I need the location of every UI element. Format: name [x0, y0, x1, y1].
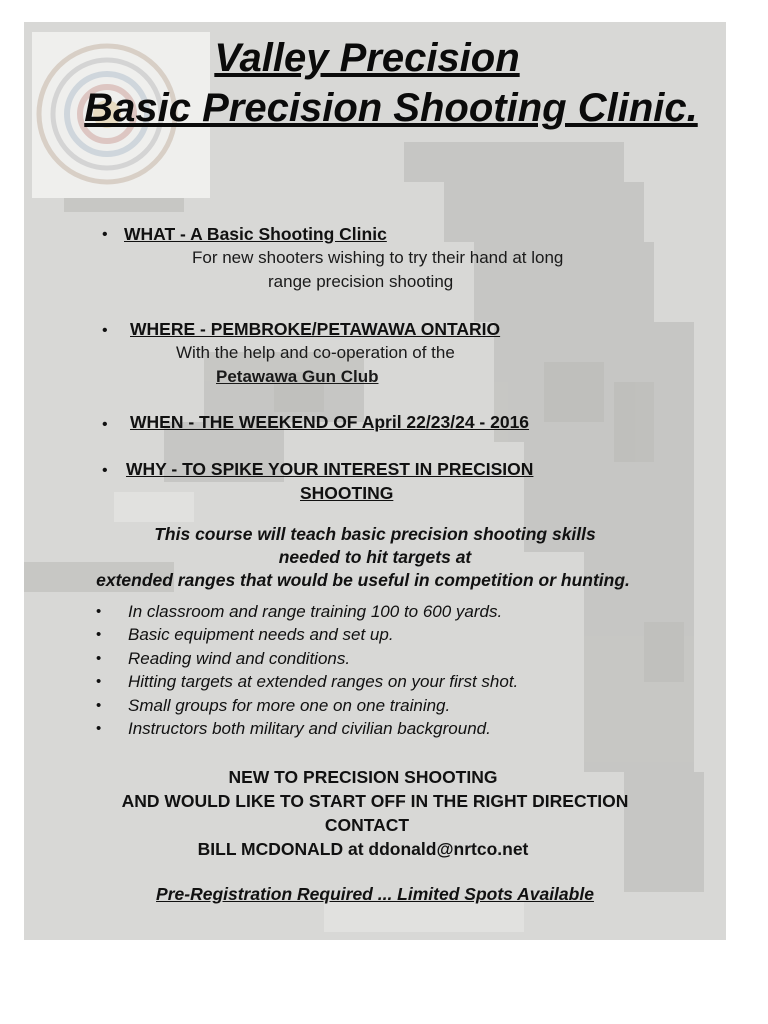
what-heading: WHAT - A Basic Shooting Clinic [124, 224, 387, 244]
pre-registration-note: Pre-Registration Required ... Limited Spots Available [156, 884, 594, 904]
where-desc-line-1: With the help and co-operation of the [176, 343, 455, 362]
why-heading-line-1: WHY - TO SPIKE YOUR INTEREST IN PRECISION [126, 459, 534, 479]
title-line-1: Valley Precision [214, 36, 520, 80]
bullet-icon: • [96, 649, 102, 667]
contact-line-2: AND WOULD LIKE TO START OFF IN THE RIGHT DIRECTION [121, 791, 629, 811]
why-heading-line-2: SHOOTING [300, 483, 394, 503]
contact-line-4: BILL MCDONALD at ddonald@nrtco.net [197, 839, 529, 859]
what-desc-line-1: For new shooters wishing to try their hand at long [192, 248, 564, 267]
course-desc-line-1: This course will teach basic precision shooting skills [154, 524, 596, 544]
where-club: Petawawa Gun Club [216, 367, 379, 386]
bullet-icon: • [96, 626, 102, 644]
bullet-icon: • [102, 416, 108, 433]
bullet-icon: • [102, 462, 108, 479]
feature-text: Reading wind and conditions. [128, 648, 351, 668]
contact-line-3: CONTACT [324, 815, 410, 835]
contact-line-1: NEW TO PRECISION SHOOTING [228, 767, 498, 787]
what-desc-line-2: range precision shooting [268, 272, 454, 291]
where-heading: WHERE - PEMBROKE/PETAWAWA ONTARIO [130, 319, 501, 339]
bullet-icon: • [96, 719, 102, 737]
bullet-icon: • [96, 603, 102, 620]
course-desc-line-3: extended ranges that would be useful in competition or hunting. [96, 570, 630, 590]
feature-text: Basic equipment needs and set up. [128, 625, 394, 645]
feature-text: In classroom and range training 100 to 600 yards. [128, 602, 503, 621]
course-desc-line-2: needed to hit targets at [278, 547, 472, 567]
feature-text: Hitting targets at extended ranges on your first shot. [128, 672, 519, 692]
bullet-icon: • [102, 322, 108, 339]
title-line-2: Basic Precision Shooting Clinic. [84, 86, 698, 130]
flyer-sheet [24, 22, 726, 940]
bullet-icon: • [96, 673, 102, 691]
feature-text: Small groups for more one on one training. [128, 695, 451, 715]
bullet-icon: • [96, 696, 102, 714]
bullet-icon: • [102, 226, 108, 243]
flyer-content [24, 22, 726, 940]
feature-text: Instructors both military and civilian background. [128, 718, 491, 738]
when-heading: WHEN - THE WEEKEND OF April 22/23/24 - 2016 [130, 412, 530, 432]
